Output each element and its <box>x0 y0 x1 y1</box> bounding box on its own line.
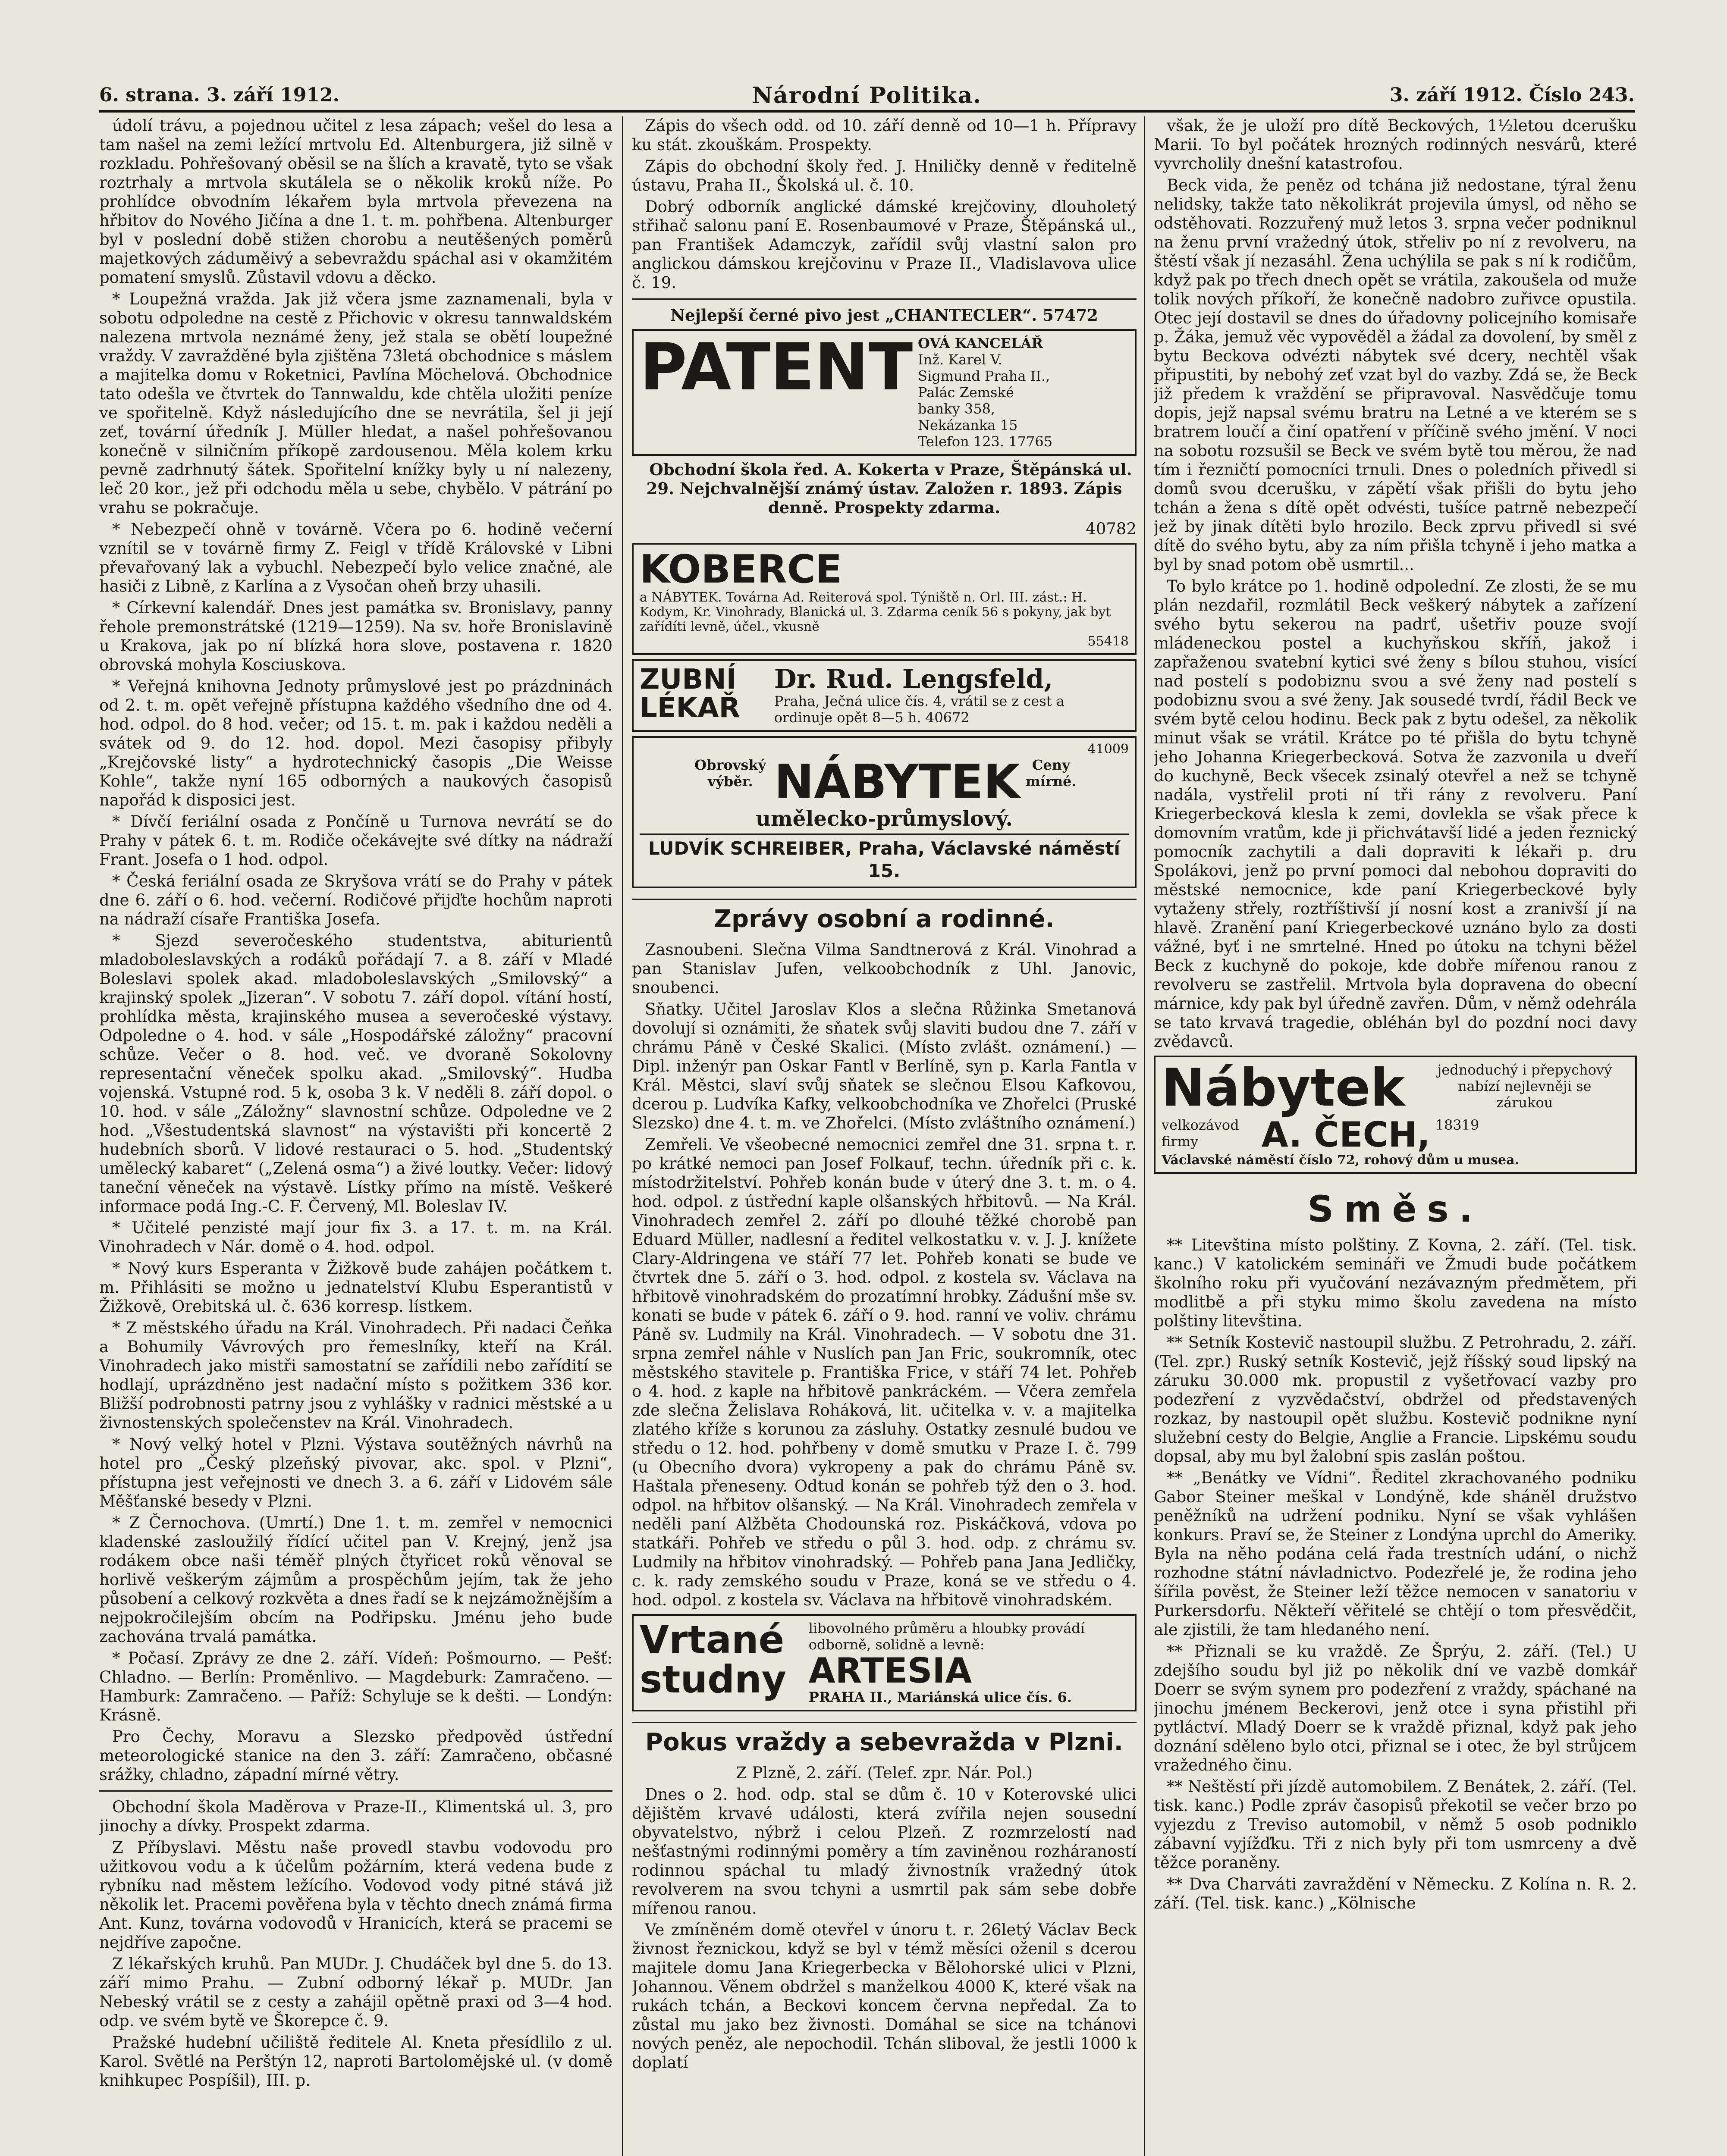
cech-ad-name: A. ČECH, <box>1261 1115 1430 1155</box>
section-title-plzen: Pokus vraždy a sebevražda v Plzni. <box>632 1722 1137 1758</box>
patent-ad-number: 17765 <box>1008 433 1053 450</box>
dentist-ad-info: Praha, Ječná ulice čís. 4, vrátil se z cest a ordinuje opět 8—5 h. <box>774 693 1064 726</box>
weather-forecast: Pro Čechy, Moravu a Slezsko předpověd ústřední meteorologické stanice na den 3. září: Zamračeno, občasné srážky, chladno, západní mírné větry. <box>99 1727 612 1784</box>
article-paragraph: * Nebezpečí ohně v továrně. Včera po 6. hodině večerní vznítil se v továrně firmy Z. Feigl v třídě Královské v Libni převařovaný lak a vybuchl. Nebezpečí bylo velice značné, ale hasiči z Libně, z Karlína a z Vysočan oheň brzy uhasili. <box>99 520 612 595</box>
article-paragraph: ** Dva Charváti zavraždění v Německu. Z Kolína n. R. 2. září. (Tel. tisk. kanc.) „Kölnische <box>1154 1875 1637 1912</box>
article-paragraph: * Loupežná vražda. Jak již včera jsme zaznamenali, byla v sobotu odpoledne na cestě z Přichovic v okresu tannwaldském nalezena mrtvola neznámé ženy, jež stala se obětí loupežné vraždy. V zavražděné byla zjištěna 73letá obchodnice s máslem a majitelka domu v Roketnici, Pavlína Möchelová. Obchodnice tato odešla ve čtvrtek do Tannwaldu, kde chtěla uložiti peníze ve spořitelně. Když následujícího dne se nevrátila, šel ji její zeť, tovární úředník J. Müller hledat, a našel pohřešovanou konečně v silničním příkopě zardousenou. Měla kolem krku pevně zadrhnutý šátek. Spořitelní knížky byly u ní nalezeny, leč 20 kor., jež při odchodu měla u sebe, chybělo. V pátrání po vrahu se pokračuje. <box>99 290 612 517</box>
article-paragraph: Beck vida, že peněz od tchána již nedostane, týral ženu nelidsky, takže tato několikrát projevila úmysl, od něho se odstěhovati. Rozzuřený muž letos 3. srpna večer podniknul na ženu první vražedný útok, střeliv po ní z revolveru, na štěstí však jí nezasáhl. Žena uchýlila se pak s ní k rodičům, když pak po třech dnech opět se vrátila, zakoušela od muže tolik nových příkoří, že konečně nadobro zuřivce opustila. Otec její dostavil se dnes do úřadovny policejního komisaře p. Žáka, jemuž věc vypověděl a žádal za dovolení, by směl z bytu Beckova odvézti nábytek své dcery, nechtěl však připustiti, by nebohý zeť vzat byl do vazby. Zdá se, že Beck již předem k vraždění se připravoval. Nasvědčuje tomu dopis, jejž napsal svému bratru na Letné a ve kterém se s bratrem loučí a činí opatření v příčině svého jmění. V noci na sobotu rozsušil se Beck ve svém bytě tou měrou, že nad tím i řezničtí pomocníci trnuli. Dnes o poledních přivedl si domů svou dcerušku, v zápětí však přišli do bytu jeho tchán a žena s dítě opět odvésti, tušíce patrně nebezpečí jež by jinak dítěti bylo hrozilo. Beck zprvu přivedl si své dítě do svého bytu, aby za ním přišla tchyně i jeho matka a byl by snad potom obě usmrtil... <box>1154 176 1637 574</box>
article-paragraph: * Nový velký hotel v Plzni. Výstava soutěžných návrhů na hotel pro „Český plzeňský pivovar, akc. spol. v Plzni“, přístupna jest veřejnosti ve dnech 3. a 6. září v Lidovém sále Měšťanské besedy v Plzni. <box>99 1435 612 1510</box>
cech-ad-address: Václavské náměstí číslo 72, rohový dům u musea. <box>1162 1153 1519 1168</box>
cech-ad-text: jednoduchý i přepychový nabízí nejlevněji se zárukou <box>1437 1062 1612 1111</box>
cech-ad-number: 18319 <box>1435 1117 1479 1133</box>
dentist-ad <box>632 659 1137 732</box>
patent-ad-title-rest: OVÁ KANCELÁŘ <box>918 335 1043 351</box>
article-paragraph: Ve zmíněném domě otevřel v únoru t. r. 26letý Václav Beck živnost řeznickou, když se byl v témž měsíci oženil s dcerou majitele domu Jana Kriegerbecka v Bělohorské ulici v Plzni, Johannou. Věnem obdržel s manželkou 4000 K, které však na rukách tchán, a Beckovi koncem června nepředal. Za to zůstal mu jako bez živnosti. Domáhal se sice na tchánovi nových peněz, ale nepochodil. Tchán sliboval, že jestli 1000 k doplatí <box>632 1921 1137 2072</box>
wells-ad <box>632 1614 1137 1711</box>
school-ad-number: 40782 <box>1086 520 1137 538</box>
article-paragraph: * Sjezd severočeského studentstva, abiturientů mladoboleslavských a rodáků pořádají 7. a 8. září v Mladé Boleslavi spolek akad. mladoboleslavských „Smilovský“ a krajinský spolek „Jizeran“. V sobotu 7. září dopol. vítání hostí, prohlídka města, krajinského musea a severočeské výstavy. Odpoledne o 4. hod. v sále „Hospodářské záložny“ pracovní schůze. Večer o 8. hod. več. ve dvoraně Sokolovny representační věneček spolku akad. „Smilovský“. Hudba vojenská. Vstupné rod. 5 k, osoba 3 k. V neděli 8. září dopol. o 10. hod. v sále „Záložny“ slavnostní schůze. Odpoledne ve 2 hod. „Všestudentská slavnost“ na výstavišti při koncertě 2 hudebních sborů. V lidové restauraci o 5. hod. „Studentský umělecký kabaret“ („Zelená osma“) a živé loutky. Večer: lidový taneční věneček na výstavě. Lístky přímo na místě. Veškeré informace podá Ing.-C. F. Červený, Ml. Boleslav IV. <box>99 931 612 1216</box>
column-2 <box>632 116 1137 2156</box>
article-paragraph: * Z Černochova. (Umrtí.) Dne 1. t. m. zemřel v nemocnici kladenské zasloužilý řídící učitel pan V. Krejný, jenž jsa rodákem obce naši téměř plných čtyřicet roků věnoval se horlivě veškerým zájmům a prospěchům jejím, tak že jeho působení a celkový rozkvěta a dnes řadí se k nejzámožnějším a nejpokročilejším obcím na Podřipsku. Jménu jeho bude zachována trvalá památka. <box>99 1514 612 1646</box>
column-rule <box>622 116 623 2156</box>
dentist-ad-name: Dr. Rud. Lengsfeld, <box>774 664 1053 694</box>
article-paragraph: údolí trávu, a pojednou učitel z lesa zápach; vešel do lesa a tam našel na zemi ležící mrtvolu Ed. Altenburgera, již silně v rozkladu. Pohřešovaný oběsil se na šlích a kravatě, tyto se však roztrhaly a mrtvola skutálela se o několik kroků níže. Po prohlídce obvodním lékařem byla mrtvola převezena na hřbitov do Nového Jičína a dne 1. t. m. pohřbena. Altenburger byl v poslední době stižen chorobu a neutěšených poměrů majetkových záduměivý a sebevraždu spáchal asi v okamžitém pomatení smyslů. Zůstavil vdovu a děcko. <box>99 116 612 287</box>
cech-ad-pre: velkozávod firmy <box>1162 1117 1239 1150</box>
patent-office-ad <box>632 329 1137 456</box>
furniture-ad-firm: LUDVÍK SCHREIBER, Praha, Václavské náměstí 15. <box>640 834 1129 882</box>
beer-ad <box>632 306 1137 325</box>
koberce-ad-info: a NÁBYTEK. Továrna Ad. Reiterová spol. Týniště n. Orl. III. zást.: H. Kodym, Kr. Vinohrady, Blanická ul. 3. Zdarma ceník 56 s pokyny, jak byt zařídíti levně, účel., vkusně <box>640 590 1111 634</box>
column-rule <box>1144 116 1145 2156</box>
article-paragraph: Dnes o 2. hod. odp. stal se dům č. 10 v Koterovské ulici dějištěm krvavé události, která zvířila nejen sousední obyvatelstvo, nýbrž i celou Plzeň. Z rozmrzelostí nad nešťastnými rodinnými poměry a tím zaviněnou rozháraností rodinnou spáchal tu mladý živnostník vražedný útok revolverem na svou tchyni a usmrtil pak sám sebe dobře mířenou ranou. <box>632 1785 1137 1918</box>
furniture-ad <box>632 736 1137 888</box>
article-paragraph: * Nový kurs Esperanta v Žižkově bude zahájen počátkem t. m. Přihlásiti se možno u jednatelství Klubu Esperantistů v Žižkově, Orebitská ul. č. 636 korresp. lístkem. <box>99 1259 612 1316</box>
notice-paragraph: Zápis do obchodní školy řed. J. Hniličky denně v ředitelně ústavu, Praha II., Školská ul. č. 10. <box>632 157 1137 194</box>
patent-ad-info: Inž. Karel V. Sigmund Praha II., Palác Zemské banky 358, Nekázanka 15 Telefon 123. <box>918 351 1050 450</box>
wells-ad-info: libovolného průměru a hloubky provádí odborně, solidně a levně: <box>808 1620 1085 1653</box>
article-paragraph: Obchodní škola Maděrova v Praze-II., Klimentská ul. 3, pro jinochy a dívky. Prospekt zdarma. <box>99 1798 612 1835</box>
weather-report: * Počasí. Zprávy ze dne 2. září. Vídeň: Pošmourno. — Pešť: Chladno. — Berlín: Proměnlivo. — Magdeburk: Zamračeno. — Hamburk: Zamračeno. — Paříž: Schyluje se k dešti. — Londýn: Krásně. <box>99 1649 612 1724</box>
koberce-ad-title: KOBERCE <box>640 547 842 592</box>
header-left: 6. strana. 3. září 1912. <box>99 84 339 106</box>
article-paragraph: Zasnoubeni. Slečna Vilma Sandtnerová z Král. Vinohrad a pan Stanislav Jufen, velkoobchodník z Uhl. Janovic, snoubenci. <box>632 940 1137 997</box>
article-paragraph: * Česká feriální osada ze Skryšova vrátí se do Prahy v pátek dne 6. září o 6. hod. večerní. Rodičové přijďte hochům naproti na nádraží císaře Františka Josefa. <box>99 872 612 928</box>
wells-ad-title: Vrtané studny <box>640 1617 787 1702</box>
article-paragraph: * Dívčí feriální osada z Pončíně u Turnova nevrátí se do Prahy v pátek 6. t. m. Rodiče očekávejte své dítky na nádraží Frant. Josefa o 1 hod. odpol. <box>99 812 612 869</box>
article-paragraph: Zemřeli. Ve všeobecné nemocnici zemřel dne 31. srpna t. r. po krátké nemoci pan Josef Folkauf, techn. úředník při c. k. místodržitelství. Pohřeb konán bude v úterý dne 3. t. m. o 4. hod. odpol. z ústřední kaple olšanských hřbitovů. — Na Král. Vinohradech zemřel 2. září po dlouhé těžké chorobě pan Eduard Müller, nadlesní a ředitel velkostatku v. v. J. J. knížete Clary-Aldringena ve stáří 77 let. Pohřeb konati se bude ve čtvrtek dne 5. září o 3. hod. odpol. z kostela sv. Václava na hřbitově vinohradském do prozatímní hrobky. Zádušní mše sv. konati se bude v pátek 6. září o 9. hod. ranní ve voliv. chrámu Páně sv. Ludmily na Král. Vinohradech. — V sobotu dne 31. srpna zemřel náhle v Nuslích pan Jan Fric, soukromník, otec městského stavitele p. Františka Frice, v stáří 74 let. Pohřeb o 4. hod. z kaple na hřbitově pankráckém. — Včera zemřela zde slečna Želislava Roháková, lit. učitelka v. v. a majitelka zlatého kříže s korunou za zásluhy. Ostatky zesnulé budou ve středu o 12. hod. pohřbeny v domě smutku v Praze I. č. 799 (u Obecního dvora) vykropeny a pak do chrámu Páně sv. Haštala přeneseny. Odtud konán se pohřeb týž den o 3. hod. odpol. na hřbitov olšanský. — Na Král. Vinohradech zemřela v neděli paní Alžběta Chodounská roz. Piskáčková, vdova po statkáři. Pohřeb ve středu o půl 3. hod. odp. z chrámu sv. Ludmily na hřbitov vinohradský. — Pohřeb pana Jana Jedličky, c. k. rady zemského soudu v Praze, koná se ve středu o 4. hod. odpol. z kostela sv. Václava na hřbitově vinohradském. <box>632 1135 1137 1609</box>
cech-ad-title: Nábytek <box>1162 1058 1405 1118</box>
notice-paragraph: Dobrý odborník anglické dámské krejčoviny, dlouholetý střihač salonu paní E. Rosenbaumové v Praze, Štěpánská ul., pan František Adamczyk, zařídil svůj vlastní salon pro anglickou dámskou krejčovinu v Praze II., Vladislavova ulice č. 19. <box>632 197 1137 292</box>
furniture-ad-number: 41009 <box>1087 742 1129 757</box>
cech-furniture-ad <box>1154 1056 1637 1174</box>
article-paragraph: To bylo krátce po 1. hodině odpolední. Ze zlosti, že se mu plán nezdařil, rozmlátil Beck veškerý nábytek a zařízení svého bytu sekerou na padrť, ušetřiv pouze svojí mládeneckou postel a kuchyňskou skříň, jakož i zapřaženou svatební kytici své ženy s bílou stuhou, visící nad postelí s podobiznu svou a své ženy nad postelí s podobiznu svou a své ženy. Jak sousedé tvrdí, řádil Beck ve svém bytě celou hodinu. Beck pak z bytu odešel, za několik minut však se vrátil. Krátce po té přišla do bytu tchyně jeho Johanna Kriegerbecková. Sotva že zazvonila u dveří do kuchyně, Beck všecek zsinalý otevřel a než se tchyně nadála, vystřelil proti ní tři rány z revolveru. Paní Kriegerbecková klesla k zemi, dovlekla se však přece k domovním vratům, kde ji přichvátavší lidé a jeden řeznický pomocník zachytili a dali dopraviti k lékaři p. dru Spolákovi, jenž po první pomoci dal nebohou dopraviti do městské nemocnice, kde paní Kriegerbeckové byly vytaženy střely, roztříštivší jí nosní kost a zranivší jí na hlavě. Zranění paní Kriegerbeckové uznáno bylo za dosti vážné, byť i ne smrtelné. Hned po útoku na tchyni běžel Beck z kuchyně do pokoje, kde dobře mířenou ranou z revolveru se zastřelil. Mrtvola byla dopravena do obecní márnice, kdy pak byl úředně zavřen. Dům, v němž odehrála se tato krvavá tragedie, obléhán byl do pozdní noci davy zvědavců. <box>1154 577 1637 1051</box>
beer-ad-number: 57472 <box>1042 306 1098 325</box>
divider <box>99 1790 612 1792</box>
article-paragraph: * Veřejná knihovna Jednoty průmyslové jest po prázdninách od 2. t. m. opět veřejně přístupna každého všedního dne od 4. hod. odpol. do 8 hod. večer; od 15. t. m. pak i každou neděli a svátek od 9. do 12. hod. dopol. Mezi časopisy přibyly „Krejčovské listy“ a hydrotechnický časopis „Die Weisse Kohle“, takže nyní 165 odborných a naukových časopisů napořád k disposici jest. <box>99 677 612 809</box>
article-paragraph: Sňatky. Učitel Jaroslav Klos a slečna Růžinka Smetanová dovolují si oznámiti, že sňatek svůj slaviti budou dne 7. září v chrámu Páně v České Skalici. (Místo zvlášt. oznámení.) — Dipl. inženýr pan Oskar Fantl v Berlíně, syn p. Karla Fantla v Král. Městci, slaví svůj sňatek se slečnou Elsou Kafkovou, dcerou p. Ludvíka Kafky, velkoobchodníka ve Zhořelci (Pruské Slezsko) dne 4. t. m. ve Zhořelci. (Místo zvláštního oznámení.) <box>632 1000 1137 1132</box>
divider <box>632 298 1137 300</box>
wells-ad-address: PRAHA II., Mariánská ulice čís. 6. <box>808 1689 1072 1705</box>
wells-ad-firm: ARTESIA <box>808 1651 972 1691</box>
beer-ad-text: Nejlepší černé pivo jest „CHANTECLER“. <box>670 306 1037 325</box>
header-right: 3. září 1912. Číslo 243. <box>1389 84 1635 106</box>
section-title-personal: Zprávy osobní a rodinné. <box>632 899 1137 934</box>
dentist-ad-number: 40672 <box>925 709 970 726</box>
furniture-ad-post: Ceny mírné. <box>1025 757 1077 790</box>
notice-paragraph: Zápis do všech odd. od 10. září denně od 10—1 h. Přípravy ku stát. zkouškám. Prospekty. <box>632 116 1137 154</box>
article-paragraph: ** Litevština místo polštiny. Z Kovna, 2. září. (Tel. tisk. kanc.) V katolickém semináři ve Žmudi bude počátkem školního roku při vyučování nezávazným předmětem, při modlitbě a při styku mimo školu zavedena na místo polštiny litevština. <box>1154 1236 1637 1330</box>
article-paragraph: Pražské hudební učiliště ředitele Al. Kneta přesídlilo z ul. Karol. Světlé na Perštýn 12, naproti Bartolomějské ul. (v domě knihkupec Pospíšil), III. p. <box>99 2033 612 2090</box>
article-paragraph: však, že je uloží pro dítě Beckových, 1½letou dcerušku Marii. To byl počátek hrozných rodinných nesvárů, které vyvrcholily dnešní katastrofou. <box>1154 116 1637 173</box>
school-ad: Obchodní škola řed. A. Kokerta v Praze, Štěpánská ul. 29. Nejchvalnější známý ústav. Založen r. 1893. Zápis denně. Prospekty zdarma. <box>646 460 1132 517</box>
article-paragraph: Z lékařských kruhů. Pan MUDr. J. Chudáček byl dne 5. do 13. září mimo Prahu. — Zubní odborný lékař p. MUDr. Jan Nebeský vrátil se z cesty a zahájil opětně praxi od 3—4 hod. odp. ve svém bytě ve Škorepce č. 9. <box>99 1955 612 2030</box>
page-header <box>99 80 1635 113</box>
article-paragraph: * Církevní kalendář. Dnes jest památka sv. Bronislavy, panny řehole premonstrátské (1219—1259). Na sv. hoře Bronislavině u Krakova, jak po ní blízká hora slove, postavena r. 1820 obrovská mohyla Kosciuskova. <box>99 599 612 674</box>
patent-ad-title: PATENT <box>640 330 913 405</box>
article-paragraph: * Z městského úřadu na Král. Vinohradech. Při nadaci Čeňka a Bohumily Vávrových pro řemeslníky, kteří na Král. Vinohradech jako mistři samostatní se zařídili nebo zařídití se hodlají, uprázdněno jest nadační místo s požitkem 336 kor. Bližší podrobnosti patrny jsou z vyhlášky v radnici městské a u živnostenských společenstev na Král. Vinohradech. <box>99 1319 612 1432</box>
article-paragraph: Z Příbyslavi. Městu naše provedl stavbu vodovodu pro užitkovou vodu a k účelům požárním, která vedena bude z rybníku nad městem ležícího. Vodovod vody pitné stává již několik let. Pracemi pověřena byla v těchto dnech známá firma Ant. Kunz, továrna vodovodů v Hranicích, která se pracemi se nejdříve započne. <box>99 1838 612 1952</box>
masthead: Národní Politika. <box>752 82 982 109</box>
column-1 <box>99 116 612 2156</box>
furniture-ad-title: NÁBYTEK <box>774 754 1020 809</box>
article-paragraph: * Učitelé penzisté mají jour fix 3. a 17. t. m. na Král. Vinohradech v Nár. domě o 4. hod. odpol. <box>99 1219 612 1256</box>
koberce-ad <box>632 543 1137 655</box>
furniture-ad-sub: umělecko-průmyslový. <box>755 807 1013 831</box>
article-paragraph: ** Setník Kostevič nastoupil službu. Z Petrohradu, 2. září. (Tel. zpr.) Ruský setník Kostevič, jejž říšský soud lipský na záruku 30.000 mk. propustil z vyšetřovací vazby pro podezření z vyzvědačství, obdržel od představených rozkaz, by nastoupil opět službu. Kostevič podnikne nyní služební cesty do Belgie, Anglie a Francie. Lipskému soudu dopsal, aby mu byl žalobní spis zaslán poštou. <box>1154 1333 1637 1466</box>
dentist-ad-title: ZUBNÍ LÉKAŘ <box>640 664 740 724</box>
koberce-ad-number: 55418 <box>1087 634 1129 649</box>
furniture-ad-pre: Obrovský výběr. <box>694 757 766 790</box>
article-paragraph: ** Přiznali se ku vraždě. Ze Šprýu, 2. září. (Tel.) U zdejšího soudu byl již po několik dní ve vazbě domkář Doerr se svým synem pro podezření z vraždy, spáchané na jinochu jménem Beckerovi, jenž otce i syna přistihl při pytláctví. Mladý Doerr se k vraždě přiznal, když pak jeho doznání sděleno bylo otci, přiznal se i otec, že byl strůjcem vražedného činu. <box>1154 1642 1637 1774</box>
dateline: Z Plzně, 2. září. (Telef. zpr. Nár. Pol.) <box>736 1764 1033 1782</box>
column-3 <box>1154 116 1637 2156</box>
article-paragraph: ** Neštěstí při jízdě automobilem. Z Benátek, 2. září. (Tel. tisk. kanc.) Podle zpráv časopisů překotil se večer brzo po vyjezdu z Treviso automobil, v němž 5 osob podniklo zábavní vyjížďku. Tři z nich byly při tom usmrceny a dvě těžce poraněny. <box>1154 1777 1637 1872</box>
section-title-smes: Směs. <box>1307 1188 1483 1230</box>
article-paragraph: ** „Benátky ve Vídni“. Ředitel zkrachovaného podniku Gabor Steiner meškal v Londýně, kde sháněl družstvo peněžníků na udržení podniku. Nyní se však vyhlášen konkurs. Praví se, že Steiner z Londýna uprchl do Ameriky. Byla na něho podána celá řada trestních udání, o nichž rozhodne státní návladnictvo. Podezřelé je, že rodina jeho šířila pověst, že Steiner leží těžce nemocen v sanatoriu v Purkersdorfu. Někteří věřitelé se chtějí o tom přesvědčit, ale zjistili, že tam hledaného není. <box>1154 1469 1637 1639</box>
